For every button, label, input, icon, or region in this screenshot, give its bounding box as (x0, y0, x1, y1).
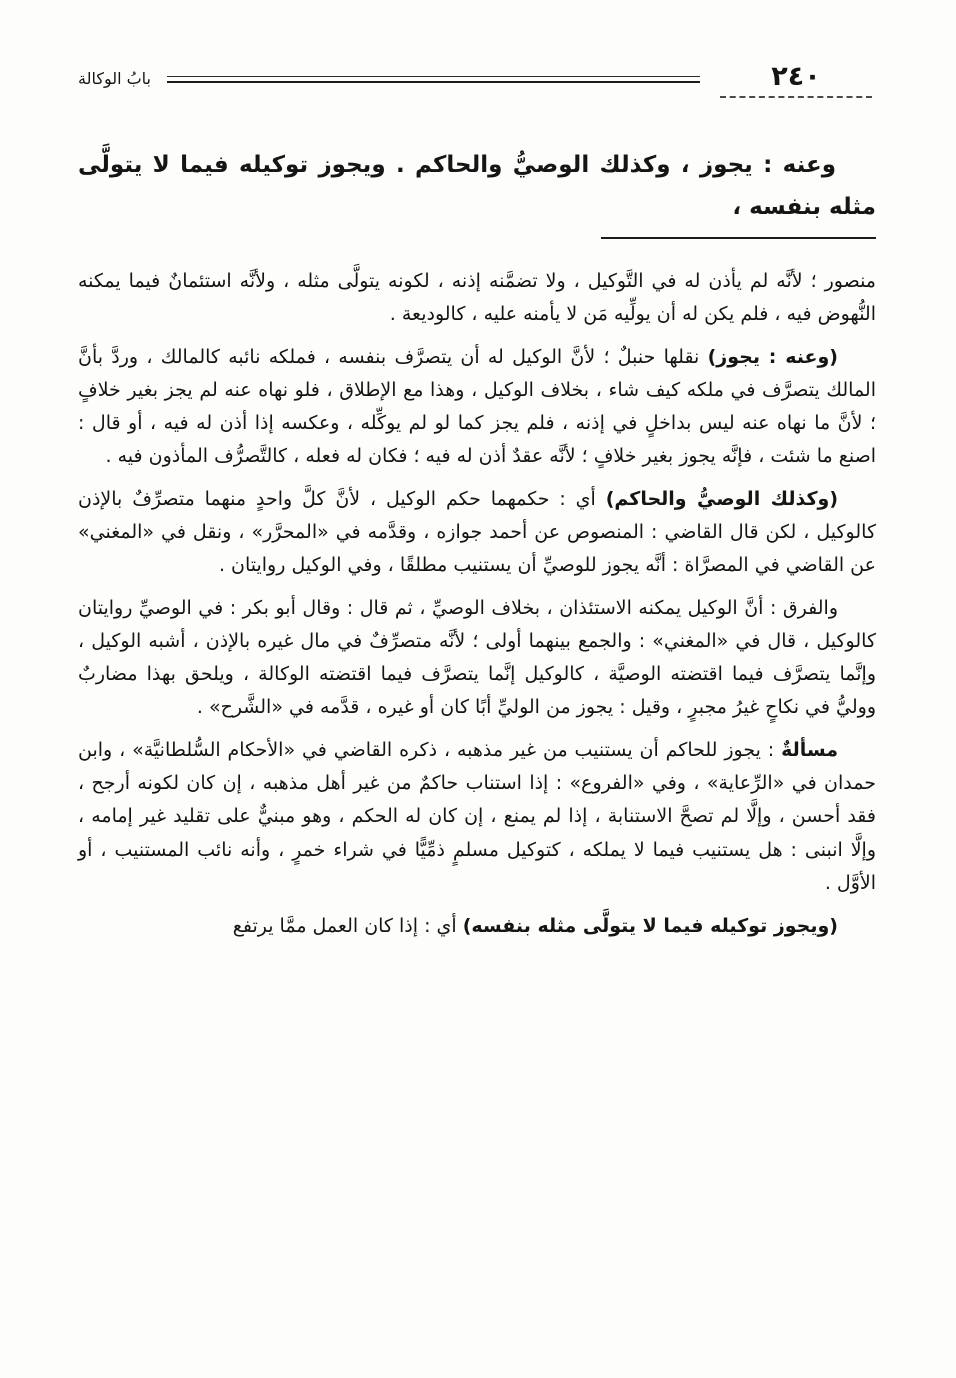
paragraph (78, 265, 876, 331)
page-number-underline (720, 96, 872, 98)
paragraph-text: : يجوز للحاكم أن يستنيب من غير مذهبه ، ذكره القاضي في «الأحكام السُّلطانيَّة» ، وابن حمدان في «الرِّعاية» ، وفي «الفروع» : إذا استناب حاكمٌ من غير أهل مذهبه ، إن كان لكونه أرجح ، فقد أحسن ، وإلَّا لم تصحَّ الاستنابة ، إذا لم يمنع ، إن كان له الحكم ، وهو مبنيٌّ على تقليد غير إمامه ، وإلَّا انبنى : هل يستنيب فيما لا يملكه ، كتوكيل مسلمٍ ذمِّيًّا في شراء خمرٍ ، وأنه نائب المستنيب ، أو الأوَّل . (78, 739, 876, 894)
paragraph-lead: (ويجوز توكيله فيما لا يتولَّى مثله بنفسه) (462, 914, 838, 937)
paragraph-text: أي : إذا كان العمل ممَّا يرتفع (232, 914, 463, 937)
paragraph-text: والفرق : أنَّ الوكيل يمكنه الاستئذان ، بخلاف الوصيِّ ، ثم قال : وقال أبو بكر : في الوصيِّ روايتان كالوكيل ، قال في «المغني» : والجمع بينهما أولى ؛ لأنَّه متصرِّفٌ في مال غيره بالإذن ، أشبه الوكيل ، وإنَّما يتصرَّف فيما اقتضته الوصيَّة ، كالوكيل إنَّما يتصرَّف فيما اقتضته الوكالة ، ويلحق بهذا مضاربٌ ووليُّ في نكاحٍ غيرُ مجبرٍ ، وقيل : يجوز من الوليِّ أبًا كان أو غيره ، قدَّمه في «الشَّرح» . (78, 597, 876, 719)
paragraph-text: نقلها حنبلٌ ؛ لأنَّ الوكيل له أن يتصرَّف بنفسه ، فملكه نائبه كالمالك ، وردَّ بأنَّ المالك يتصرَّف في ملكه كيف شاء ، بخلاف الوكيل ، وهذا مع الإطلاق ، فلو نهاه عنه لم يجز بغير خلافٍ ؛ لأنَّ ما نهاه عنه ليس بداخلٍ في إذنه ، فلم يجز كما لو لم يوكِّله ، وعكسه إذا أذن له فيه ، أو قال : اصنع ما شئت ، فإنَّه يجوز بغير خلافٍ ؛ لأنَّه عقدٌ أذن له فيه ؛ فكان له فعله ، كالتَّصرُّف المأذون فيه . (78, 345, 876, 468)
paragraph-text: منصور ؛ لأنَّه لم يأذن له في التَّوكيل ، ولا تضمَّنه إذنه ، لكونه يتولَّى مثله ، ولأنَّه استئمانٌ فيما يمكنه النُّهوض فيه ، فلم يكن له أن يولِّيه مَن لا يأمنه عليه ، كالوديعة . (78, 269, 876, 325)
page-number-block (716, 62, 876, 98)
paragraph (78, 592, 876, 724)
matn-separator (601, 237, 876, 239)
matn-text: وعنه : يجوز ، وكذلك الوصيُّ والحاكم . ويجوز توكيله فيما لا يتولَّى مثله بنفسه ، (78, 151, 876, 221)
paragraph (78, 910, 876, 943)
paragraph-text: أي : حكمهما حكم الوكيل ، لأنَّ كلَّ واحدٍ منهما متصرِّفٌ بالإذن كالوكيل ، لكن قال القاضي : المنصوص عن أحمد جوازه ، وقدَّمه في «المحرَّر» ، ونقل في «المغني» عن القاضي في المصرَّاة : أنَّه يجوز للوصيِّ أن يستنيب مطلقًا ، وفي الوكيل روايتان . (78, 488, 876, 577)
paragraph (78, 341, 876, 473)
commentary-section (78, 265, 876, 943)
paragraph-lead: مسألةٌ (781, 739, 838, 762)
header-rule (167, 76, 700, 83)
paragraph (78, 483, 876, 582)
page-header (78, 62, 876, 98)
chapter-title: بابُ الوكالة (78, 69, 152, 89)
page-number: ٢٤٠ (771, 61, 821, 92)
matn-section (78, 144, 876, 239)
paragraph-lead: (وعنه : يجوز) (707, 345, 838, 368)
paragraph (78, 734, 876, 899)
paragraph-lead: (وكذلك الوصيُّ والحاكم) (605, 488, 839, 511)
